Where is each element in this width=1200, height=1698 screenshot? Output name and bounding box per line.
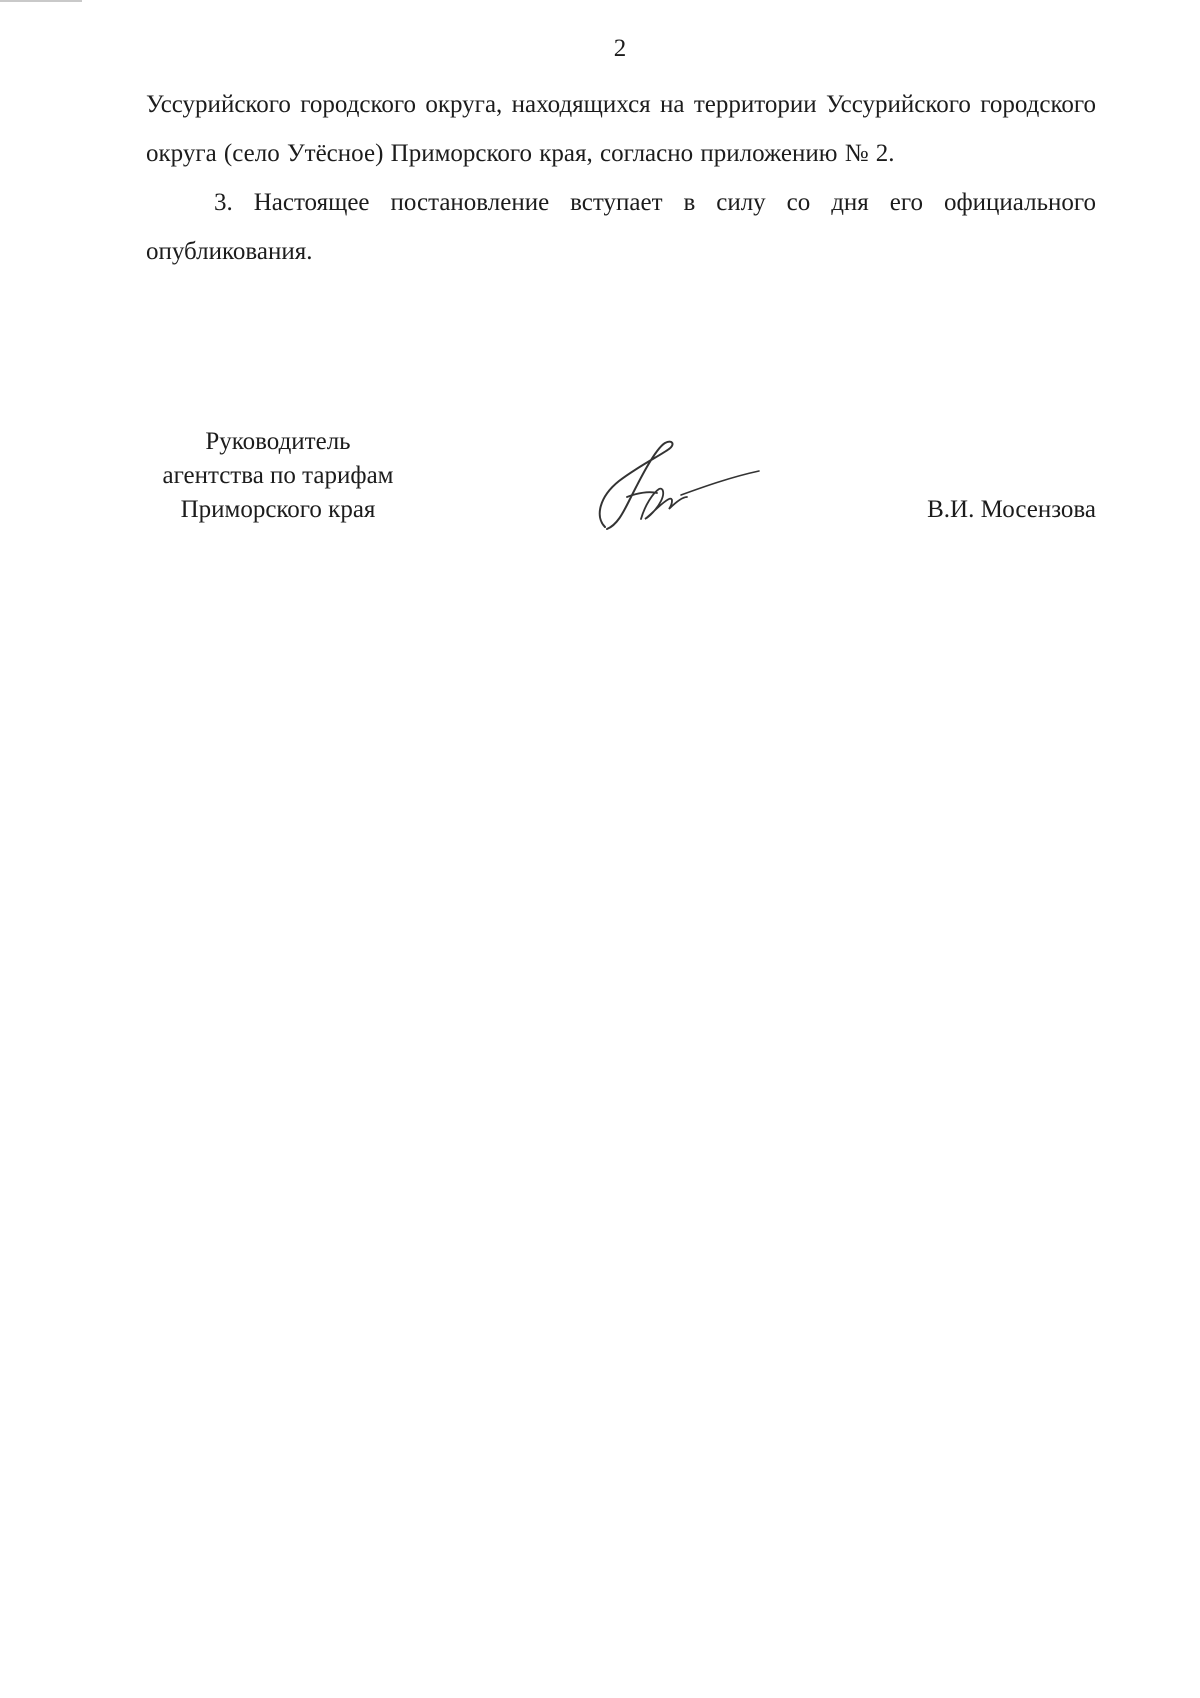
- handwritten-signature-icon: [583, 435, 763, 535]
- scan-artifact: [0, 0, 82, 2]
- signer-position-line: агентства по тарифам: [162, 462, 394, 489]
- paragraph-item-3: 3. Настоящее постановление вступает в силу со дня его официального опубликования.: [146, 189, 1096, 265]
- page-number: 2: [613, 35, 627, 62]
- signer-position: [146, 425, 410, 527]
- document-body: [146, 80, 1096, 276]
- signature-block: [146, 425, 1096, 535]
- signer-position-line: Руководитель: [205, 428, 351, 455]
- signer-position-line: Приморского края: [180, 496, 376, 523]
- signer-name: В.И. Мосензова: [927, 496, 1096, 523]
- paragraph-continuation: Уссурийского городского округа, находящихся на территории Уссурийского городского округа (село Утёсное) Приморского края, согласно приложению № 2.: [146, 91, 1096, 167]
